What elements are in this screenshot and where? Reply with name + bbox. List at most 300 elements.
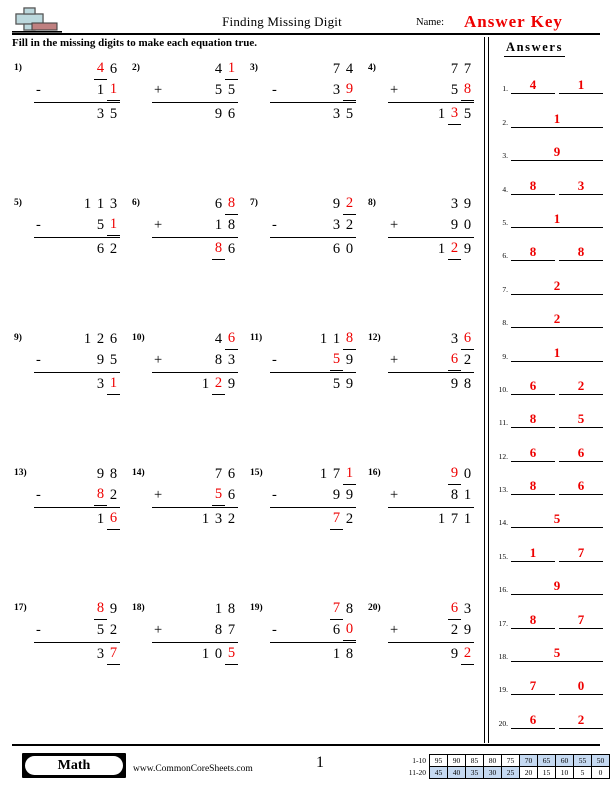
missing-digit[interactable]: 6 [461, 328, 474, 350]
answer-blank[interactable]: 8 [511, 410, 555, 428]
answer-blank[interactable]: 1 [511, 344, 603, 362]
operand-bottom [388, 215, 474, 236]
header-divider [12, 33, 600, 35]
digit: 1 [96, 82, 105, 98]
operand-top [270, 194, 356, 215]
operand-top [388, 59, 474, 80]
missing-digit[interactable]: 8 [212, 238, 225, 260]
score-scale-table [400, 754, 610, 779]
digit: 6 [96, 241, 105, 257]
answer-blank[interactable]: 8 [511, 477, 555, 495]
problem-7 [244, 190, 362, 310]
digit: 1 [437, 241, 446, 257]
answer-blank[interactable]: 8 [559, 243, 603, 261]
page-number: 1 [316, 754, 324, 771]
problem-number: 6) [132, 198, 140, 208]
missing-digit[interactable]: 6 [448, 598, 461, 620]
answer-row [492, 363, 606, 396]
answer-blank[interactable]: 6 [511, 444, 555, 462]
digit: 9 [450, 646, 459, 662]
digit: 8 [345, 601, 354, 617]
digit: 0 [463, 466, 472, 482]
result-row [270, 642, 356, 665]
digit: 1 [332, 331, 341, 347]
digit-pad [199, 485, 212, 506]
answer-blank[interactable]: 1 [511, 210, 603, 228]
result-row [34, 102, 120, 125]
digit: 1 [463, 487, 472, 503]
missing-digit[interactable]: 1 [107, 373, 120, 395]
missing-digit[interactable]: 6 [107, 508, 120, 530]
digit: 1 [463, 511, 472, 527]
missing-digit[interactable]: 1 [107, 79, 120, 101]
digit: 3 [450, 331, 459, 347]
answer-index: 4. [502, 184, 508, 194]
answer-blank[interactable]: 0 [559, 677, 603, 695]
digit: 5 [227, 82, 236, 98]
operand-top [388, 599, 474, 620]
score-cell: 0 [592, 767, 610, 779]
digit: 1 [96, 196, 105, 212]
answer-blank[interactable]: 7 [559, 611, 603, 629]
digit-pad [199, 350, 212, 371]
digit: 9 [227, 376, 236, 392]
footer-divider [12, 744, 600, 746]
missing-digit[interactable]: 9 [343, 79, 356, 101]
operator-symbol: - [272, 487, 277, 503]
digit: 1 [437, 511, 446, 527]
digit: 0 [345, 241, 354, 257]
answer-blank[interactable]: 2 [559, 377, 603, 395]
missing-digit[interactable]: 7 [330, 598, 343, 620]
answer-blanks [511, 711, 603, 729]
digit: 7 [332, 61, 341, 77]
problem-number: 3) [250, 63, 258, 73]
missing-digit[interactable]: 8 [94, 598, 107, 620]
answer-row [492, 296, 606, 329]
digit: 7 [450, 511, 459, 527]
equation-stack [270, 464, 356, 530]
operand-bottom [152, 620, 238, 641]
digit: 2 [109, 487, 118, 503]
digit: 1 [437, 106, 446, 122]
result-row [388, 372, 474, 395]
name-label: Name: [416, 17, 444, 28]
score-cell: 35 [466, 767, 484, 779]
digit: 8 [227, 601, 236, 617]
digit: 1 [319, 466, 328, 482]
digit: 6 [332, 622, 341, 638]
equation-stack [270, 194, 356, 260]
problem-12 [362, 325, 480, 445]
digit-pad [199, 329, 212, 350]
digit: 1 [201, 376, 210, 392]
operand-top [388, 194, 474, 215]
digit: 6 [227, 487, 236, 503]
problem-number: 2) [132, 63, 140, 73]
digit: 8 [227, 217, 236, 233]
answer-index: 12. [498, 451, 508, 461]
plus-block-icon [12, 6, 86, 36]
answer-blank[interactable]: 6 [559, 477, 603, 495]
problem-3 [244, 55, 362, 175]
operator-symbol: - [36, 622, 41, 638]
answers-panel [492, 38, 606, 728]
problem-4 [362, 55, 480, 175]
equation-stack [152, 59, 238, 125]
missing-digit[interactable]: 5 [330, 349, 343, 371]
digit: 6 [109, 61, 118, 77]
digit: 9 [463, 241, 472, 257]
digit: 7 [332, 466, 341, 482]
operator-symbol: - [272, 352, 277, 368]
answer-blank[interactable]: 5 [559, 410, 603, 428]
operator-symbol: - [36, 217, 41, 233]
missing-digit[interactable]: 5 [225, 643, 238, 665]
answer-blank[interactable]: 1 [559, 76, 603, 94]
problem-number: 20) [368, 603, 381, 613]
answer-index: 13. [498, 485, 508, 495]
digit: 8 [345, 646, 354, 662]
result-row [270, 237, 356, 260]
answer-row [492, 429, 606, 462]
operator-symbol: + [154, 352, 163, 368]
answer-blank[interactable]: 7 [559, 544, 603, 562]
missing-digit[interactable]: 7 [330, 508, 343, 530]
answer-row [492, 463, 606, 496]
answer-row [492, 529, 606, 562]
answer-blanks [511, 210, 603, 228]
answer-blank[interactable]: 6 [511, 377, 555, 395]
problem-number: 17) [14, 603, 27, 613]
result-row [388, 102, 474, 125]
digit: 9 [345, 352, 354, 368]
result-row [34, 372, 120, 395]
operator-symbol: + [154, 82, 163, 98]
digit: 7 [214, 466, 223, 482]
answer-blanks [511, 110, 603, 128]
result-row [152, 102, 238, 125]
digit: 3 [96, 106, 105, 122]
digit: 6 [109, 331, 118, 347]
operand-bottom [152, 350, 238, 371]
operand-bottom [270, 350, 356, 371]
operand-bottom [152, 485, 238, 506]
answer-blanks [511, 544, 603, 562]
answer-row [492, 630, 606, 663]
equation-stack [388, 59, 474, 125]
score-cell: 60 [556, 755, 574, 767]
problem-number: 13) [14, 468, 27, 478]
answer-row [492, 196, 606, 229]
digit-pad [435, 464, 448, 485]
score-cell: 20 [520, 767, 538, 779]
operand-bottom [270, 215, 356, 236]
digit: 1 [214, 217, 223, 233]
missing-digit[interactable]: 8 [343, 328, 356, 350]
problem-13 [8, 460, 126, 580]
digit: 5 [96, 217, 105, 233]
digit: 9 [450, 376, 459, 392]
answer-index: 20. [498, 718, 508, 728]
answer-index: 3. [502, 151, 508, 161]
digit: 5 [96, 622, 105, 638]
answer-blank[interactable]: 9 [511, 143, 603, 161]
answer-blank[interactable]: 8 [511, 611, 555, 629]
result-row [388, 237, 474, 260]
digit: 9 [345, 487, 354, 503]
answer-blanks [511, 611, 603, 629]
answer-index: 15. [498, 551, 508, 561]
answer-blank[interactable]: 2 [559, 711, 603, 729]
digit: 5 [345, 106, 354, 122]
digit: 1 [319, 331, 328, 347]
answer-index: 11. [498, 418, 508, 428]
answer-blank[interactable]: 8 [511, 177, 555, 195]
missing-digit[interactable]: 1 [343, 463, 356, 485]
score-row-label: 1-10 [412, 756, 426, 765]
answer-index: 8. [502, 318, 508, 328]
digit-pad [317, 485, 330, 506]
answer-blank[interactable]: 5 [511, 644, 603, 662]
problem-number: 1) [14, 63, 22, 73]
missing-digit[interactable]: 4 [94, 58, 107, 80]
equation-stack [34, 329, 120, 395]
problem-1 [8, 55, 126, 175]
equation-stack [34, 599, 120, 665]
digit-pad [317, 374, 330, 395]
digit: 9 [450, 217, 459, 233]
missing-digit[interactable]: 6 [225, 328, 238, 350]
missing-digit[interactable]: 2 [212, 373, 225, 395]
answer-blanks [511, 377, 603, 395]
operator-symbol: + [390, 82, 399, 98]
digit-pad [81, 350, 94, 371]
digit: 6 [227, 466, 236, 482]
answer-index: 10. [498, 384, 508, 394]
answer-index: 6. [502, 251, 508, 261]
missing-digit[interactable]: 7 [107, 643, 120, 665]
missing-digit[interactable]: 2 [343, 193, 356, 215]
problem-number: 5) [14, 198, 22, 208]
operand-top [152, 464, 238, 485]
operand-bottom [388, 485, 474, 506]
answer-row [492, 262, 606, 295]
answer-row [492, 229, 606, 262]
answer-row [492, 62, 606, 95]
math-badge [22, 753, 126, 778]
result-row [34, 507, 120, 530]
operator-symbol: + [390, 622, 399, 638]
problem-6 [126, 190, 244, 310]
operator-symbol: - [272, 217, 277, 233]
equation-stack [388, 599, 474, 665]
answer-index: 14. [498, 518, 508, 528]
score-cell: 15 [538, 767, 556, 779]
missing-digit[interactable]: 3 [448, 103, 461, 125]
digit: 7 [463, 61, 472, 77]
operand-bottom [34, 350, 120, 371]
result-row [34, 237, 120, 260]
answer-blanks [511, 76, 603, 94]
answer-blank[interactable]: 6 [559, 444, 603, 462]
operand-bottom [270, 485, 356, 506]
missing-digit[interactable]: 8 [461, 79, 474, 101]
digit: 3 [463, 601, 472, 617]
answer-blanks [511, 677, 603, 695]
operator-symbol: + [390, 352, 399, 368]
equation-stack [34, 59, 120, 125]
digit: 1 [96, 511, 105, 527]
answer-blank[interactable]: 8 [511, 243, 555, 261]
score-cell: 95 [430, 755, 448, 767]
answer-blank[interactable]: 4 [511, 76, 555, 94]
missing-digit[interactable]: 9 [448, 463, 461, 485]
equation-stack [270, 599, 356, 665]
score-cell: 10 [556, 767, 574, 779]
digit: 2 [96, 331, 105, 347]
problem-number: 12) [368, 333, 381, 343]
answer-blanks [511, 243, 603, 261]
missing-digit[interactable]: 1 [107, 214, 120, 236]
digit: 1 [201, 646, 210, 662]
operator-symbol: - [36, 487, 41, 503]
problem-2 [126, 55, 244, 175]
result-row [388, 507, 474, 530]
answers-list [492, 62, 606, 730]
digit: 9 [463, 196, 472, 212]
digit: 2 [109, 622, 118, 638]
digit: 3 [214, 511, 223, 527]
score-cell: 75 [502, 755, 520, 767]
answer-index: 17. [498, 618, 508, 628]
answer-blanks [511, 644, 603, 662]
answer-index: 2. [502, 117, 508, 127]
answer-blank[interactable]: 5 [511, 510, 603, 528]
digit-pad [199, 464, 212, 485]
digit: 2 [463, 352, 472, 368]
answer-blank[interactable]: 2 [511, 310, 603, 328]
answer-blanks [511, 577, 603, 595]
digit: 1 [83, 331, 92, 347]
answer-blanks [511, 477, 603, 495]
answer-index: 5. [502, 217, 508, 227]
answer-blank[interactable]: 2 [511, 277, 603, 295]
digit: 6 [214, 196, 223, 212]
operand-top [270, 59, 356, 80]
operand-bottom [270, 80, 356, 101]
missing-digit[interactable]: 2 [461, 643, 474, 665]
score-cell: 80 [484, 755, 502, 767]
digit-pad [435, 80, 448, 101]
digit: 9 [463, 622, 472, 638]
score-cell: 65 [538, 755, 556, 767]
operand-top [152, 599, 238, 620]
digit: 2 [450, 622, 459, 638]
digit-pad [81, 374, 94, 395]
problem-19 [244, 595, 362, 715]
answer-blanks [511, 143, 603, 161]
digit: 9 [96, 352, 105, 368]
missing-digit[interactable]: 6 [448, 349, 461, 371]
operand-top [34, 599, 120, 620]
digit: 7 [227, 622, 236, 638]
digit: 1 [201, 511, 210, 527]
missing-digit[interactable]: 1 [225, 58, 238, 80]
answer-index: 7. [502, 284, 508, 294]
answer-blank[interactable]: 7 [511, 677, 555, 695]
missing-digit[interactable]: 8 [225, 193, 238, 215]
operand-bottom [270, 620, 356, 641]
missing-digit[interactable]: 8 [94, 484, 107, 506]
answer-blanks [511, 344, 603, 362]
answer-row [492, 563, 606, 596]
answer-blanks [511, 410, 603, 428]
score-cell: 90 [448, 755, 466, 767]
digit-pad [435, 485, 448, 506]
operand-top [34, 194, 120, 215]
equation-stack [388, 329, 474, 395]
answer-row [492, 95, 606, 128]
answer-blank[interactable]: 6 [511, 711, 555, 729]
problem-number: 14) [132, 468, 145, 478]
missing-digit[interactable]: 5 [212, 484, 225, 506]
equation-stack [152, 464, 238, 530]
operand-bottom [34, 485, 120, 506]
problem-11 [244, 325, 362, 445]
answer-blank[interactable]: 1 [511, 110, 603, 128]
digit: 4 [214, 61, 223, 77]
digit-pad [199, 620, 212, 641]
digit-pad [81, 215, 94, 236]
missing-digit[interactable]: 2 [448, 238, 461, 260]
score-row [400, 767, 610, 779]
operand-bottom [388, 80, 474, 101]
operand-top [270, 329, 356, 350]
answer-blank[interactable]: 3 [559, 177, 603, 195]
operator-symbol: + [154, 217, 163, 233]
digit: 0 [214, 646, 223, 662]
operand-bottom [152, 80, 238, 101]
page-title: Finding Missing Digit [222, 14, 342, 29]
score-cell: 25 [502, 767, 520, 779]
operand-bottom [388, 350, 474, 371]
digit: 1 [83, 196, 92, 212]
digit: 9 [345, 376, 354, 392]
answer-blank[interactable]: 9 [511, 577, 603, 595]
digit: 4 [214, 331, 223, 347]
score-row [400, 755, 610, 767]
digit: 8 [214, 622, 223, 638]
answer-row [492, 129, 606, 162]
problem-number: 15) [250, 468, 263, 478]
operator-symbol: + [154, 622, 163, 638]
digit-pad [81, 239, 94, 260]
problem-number: 8) [368, 198, 376, 208]
equation-stack [388, 194, 474, 260]
operator-symbol: - [36, 82, 41, 98]
answer-blanks [511, 277, 603, 295]
digit: 8 [214, 352, 223, 368]
answer-blank[interactable]: 1 [511, 544, 555, 562]
digit: 9 [332, 487, 341, 503]
missing-digit[interactable]: 0 [343, 619, 356, 641]
digit: 3 [96, 646, 105, 662]
operand-top [270, 599, 356, 620]
digit: 3 [332, 82, 341, 98]
instructions-text: Fill in the missing digits to make each equation true. [12, 37, 258, 49]
operator-symbol: - [36, 352, 41, 368]
